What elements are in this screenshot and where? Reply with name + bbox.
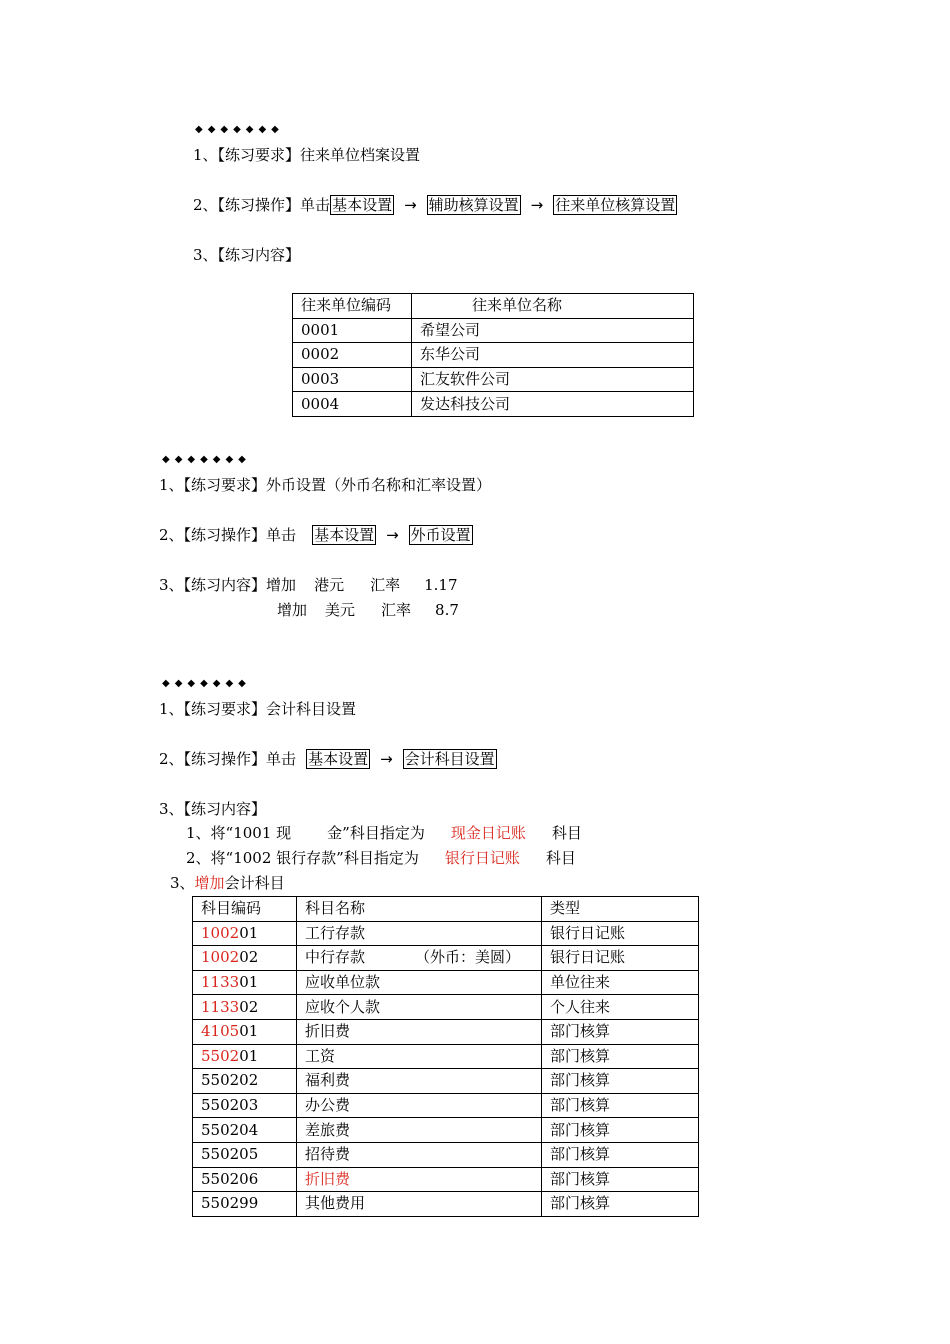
account-name: 差旅费: [305, 1120, 351, 1139]
account-type: 部门核算: [542, 1093, 699, 1118]
currency-action: 增加: [266, 576, 297, 594]
account-code-prefix: 4105: [201, 1022, 240, 1041]
operation-click: 单击: [266, 526, 297, 544]
account-name: 折旧费: [305, 1169, 351, 1188]
account-type: 部门核算: [542, 1167, 699, 1192]
table-row: [193, 1142, 699, 1167]
arrow-icon: →: [404, 196, 417, 214]
partner-code: 0002: [293, 343, 412, 368]
account-name: 办公费: [305, 1096, 351, 1115]
partner-code: 0004: [293, 392, 412, 417]
arrow-icon: →: [530, 196, 544, 214]
account-name: 应收个人款: [305, 997, 381, 1016]
account-name: 工资: [305, 1046, 336, 1065]
account-type: 部门核算: [542, 1118, 699, 1143]
account-code: [193, 1167, 297, 1192]
account-type: 银行日记账: [542, 946, 699, 971]
account-name-cell: [297, 1167, 542, 1192]
account-name-cell: [297, 1118, 542, 1143]
rate-value: 1.17: [424, 576, 458, 594]
requirement-text: 外币设置（外币名称和汇率设置）: [266, 476, 492, 494]
header-partner-code: 往来单位编码: [293, 294, 412, 319]
currency-name: 港元: [314, 576, 345, 594]
section1-content-label: 3、【练习内容】: [193, 246, 301, 264]
account-code-prefix: 5502: [201, 1046, 240, 1065]
step-account-settings[interactable]: 会计科目设置: [404, 750, 495, 768]
account-name: 应收单位款: [305, 973, 381, 992]
operation-click: 单击: [266, 750, 297, 768]
partner-code: 0003: [293, 367, 412, 392]
currency-action: 增加: [277, 601, 308, 619]
account-code-suffix: 01: [239, 973, 259, 992]
table-row: [193, 1044, 699, 1069]
section3-diamonds: ◆◆◆◆◆◆◆: [162, 678, 251, 689]
account-name-cell: [297, 970, 542, 995]
account-code-suffix: 550206: [201, 1169, 259, 1188]
assign-prefix: 1、将“1001 现: [186, 824, 292, 842]
section1-requirement: [193, 148, 420, 163]
account-code-suffix: 01: [239, 1022, 259, 1041]
account-type: 部门核算: [542, 1142, 699, 1167]
account-code: [193, 1093, 297, 1118]
assign-highlight: 银行日记账: [444, 849, 520, 867]
account-code-prefix: 1002: [201, 948, 240, 967]
account-name-cell: [297, 921, 542, 946]
account-code-suffix: 02: [239, 997, 259, 1016]
section2-content-line2: [277, 603, 459, 618]
account-code-suffix: 550204: [201, 1120, 259, 1139]
account-code: [193, 1192, 297, 1217]
account-type: 部门核算: [542, 1019, 699, 1044]
arrow-icon: →: [386, 526, 399, 544]
account-code-prefix: 1133: [201, 997, 240, 1016]
add-accounts-line: [170, 876, 285, 891]
account-name: 福利费: [305, 1071, 351, 1090]
account-name: 工行存款: [305, 923, 366, 942]
partner-name: 希望公司: [412, 318, 694, 343]
section2-operation: [159, 528, 473, 543]
account-type: 个人往来: [542, 995, 699, 1020]
account-name-cell: [297, 995, 542, 1020]
partner-code: 0001: [293, 318, 412, 343]
add-suffix: 会计科目: [224, 874, 285, 892]
account-name-cell: [297, 1044, 542, 1069]
rate-label: 汇率: [381, 601, 412, 619]
account-name: 中行存款: [305, 948, 366, 967]
operation-label: 2、【练习操作】: [159, 526, 267, 544]
account-code-suffix: 550299: [201, 1194, 259, 1213]
assign-suffix: 科目: [545, 849, 576, 867]
step-partner-accounting[interactable]: 往来单位核算设置: [555, 196, 676, 214]
account-code-suffix: 01: [239, 1046, 259, 1065]
table-row: [293, 367, 694, 392]
account-name-cell: [297, 1019, 542, 1044]
section2-requirement: [159, 478, 491, 493]
assign-item-2: [186, 851, 576, 866]
step-currency-settings[interactable]: 外币设置: [410, 526, 471, 544]
table-row: [193, 970, 699, 995]
step-basic-settings[interactable]: 基本设置: [332, 196, 393, 214]
account-code-suffix: 02: [239, 948, 259, 967]
account-code-suffix: 550205: [201, 1145, 259, 1164]
assign-prefix: 2、将“1002 银行存款”科目指定为: [186, 849, 419, 867]
table-row: [293, 318, 694, 343]
requirement-text: 往来单位档案设置: [300, 146, 421, 164]
account-code-suffix: 550202: [201, 1071, 259, 1090]
account-type: 部门核算: [542, 1192, 699, 1217]
requirement-text: 会计科目设置: [266, 700, 357, 718]
account-name-cell: [297, 946, 542, 971]
operation-label: 2、【练习操作】: [159, 750, 267, 768]
account-table: [192, 896, 699, 1217]
table-header-row: [193, 897, 699, 922]
account-note: （外币：美圆）: [415, 948, 521, 967]
table-row: [193, 995, 699, 1020]
account-code: [193, 1069, 297, 1094]
table-row: [193, 1118, 699, 1143]
section3-content-label: 3、【练习内容】: [159, 800, 267, 818]
add-prefix: 3、: [170, 874, 195, 892]
requirement-label: 1、【练习要求】: [159, 476, 267, 494]
requirement-label: 1、【练习要求】: [159, 700, 267, 718]
partner-name: 发达科技公司: [412, 392, 694, 417]
account-type: 部门核算: [542, 1044, 699, 1069]
account-name-cell: [297, 1093, 542, 1118]
step-auxiliary-accounting[interactable]: 辅助核算设置: [428, 196, 519, 214]
account-code-suffix: 01: [239, 923, 259, 942]
account-name: 折旧费: [305, 1022, 351, 1041]
table-row: [193, 946, 699, 971]
account-name-cell: [297, 1069, 542, 1094]
table-row: [193, 921, 699, 946]
header-account-name: 科目名称: [297, 897, 542, 922]
section3-requirement: [159, 702, 356, 717]
account-name: 其他费用: [305, 1194, 366, 1213]
rate-label: 汇率: [370, 576, 401, 594]
account-type: 银行日记账: [542, 921, 699, 946]
requirement-label: 1、【练习要求】: [193, 146, 301, 164]
account-code-suffix: 550203: [201, 1096, 259, 1115]
header-account-code: 科目编码: [193, 897, 297, 922]
table-row: [293, 343, 694, 368]
account-code: [193, 1019, 297, 1044]
account-code: [193, 1118, 297, 1143]
assign-highlight: 现金日记账: [450, 824, 526, 842]
partner-table: [292, 293, 694, 417]
account-name-cell: [297, 1142, 542, 1167]
section2-content: [159, 578, 458, 593]
account-code-prefix: 1002: [201, 923, 240, 942]
account-code-prefix: 1133: [201, 973, 240, 992]
header-partner-name: 往来单位名称: [412, 294, 694, 319]
currency-name: 美元: [325, 601, 356, 619]
table-row: [193, 1069, 699, 1094]
section3-operation: [159, 752, 497, 767]
rate-value: 8.7: [435, 601, 459, 619]
section2-diamonds: ◆◆◆◆◆◆◆: [162, 454, 251, 465]
account-type: 单位往来: [542, 970, 699, 995]
arrow-icon: →: [380, 750, 393, 768]
table-row: [193, 1192, 699, 1217]
account-code: [193, 1044, 297, 1069]
account-code: [193, 946, 297, 971]
content-label: 3、【练习内容】: [159, 576, 267, 594]
partner-name: 东华公司: [412, 343, 694, 368]
step-basic-settings[interactable]: 基本设置: [308, 750, 369, 768]
table-row: [193, 1093, 699, 1118]
operation-click: 单击: [300, 196, 331, 214]
header-account-type: 类型: [542, 897, 699, 922]
assign-item-1: [186, 826, 582, 841]
assign-prefix-2: 金”科目指定为: [327, 824, 425, 842]
assign-suffix: 科目: [551, 824, 582, 842]
account-type: 部门核算: [542, 1069, 699, 1094]
table-header-row: [293, 294, 694, 319]
table-row: [193, 1019, 699, 1044]
account-code: [193, 970, 297, 995]
table-row: [193, 1167, 699, 1192]
table-row: [293, 392, 694, 417]
add-highlight: 增加: [194, 874, 225, 892]
account-code: [193, 1142, 297, 1167]
section1-operation: [193, 198, 677, 213]
account-code: [193, 995, 297, 1020]
step-basic-settings[interactable]: 基本设置: [314, 526, 375, 544]
partner-name: 汇友软件公司: [412, 367, 694, 392]
section1-diamonds: ◆◆◆◆◆◆◆: [195, 124, 284, 135]
account-name-cell: [297, 1192, 542, 1217]
account-name: 招待费: [305, 1145, 351, 1164]
account-code: [193, 921, 297, 946]
operation-label: 2、【练习操作】: [193, 196, 301, 214]
